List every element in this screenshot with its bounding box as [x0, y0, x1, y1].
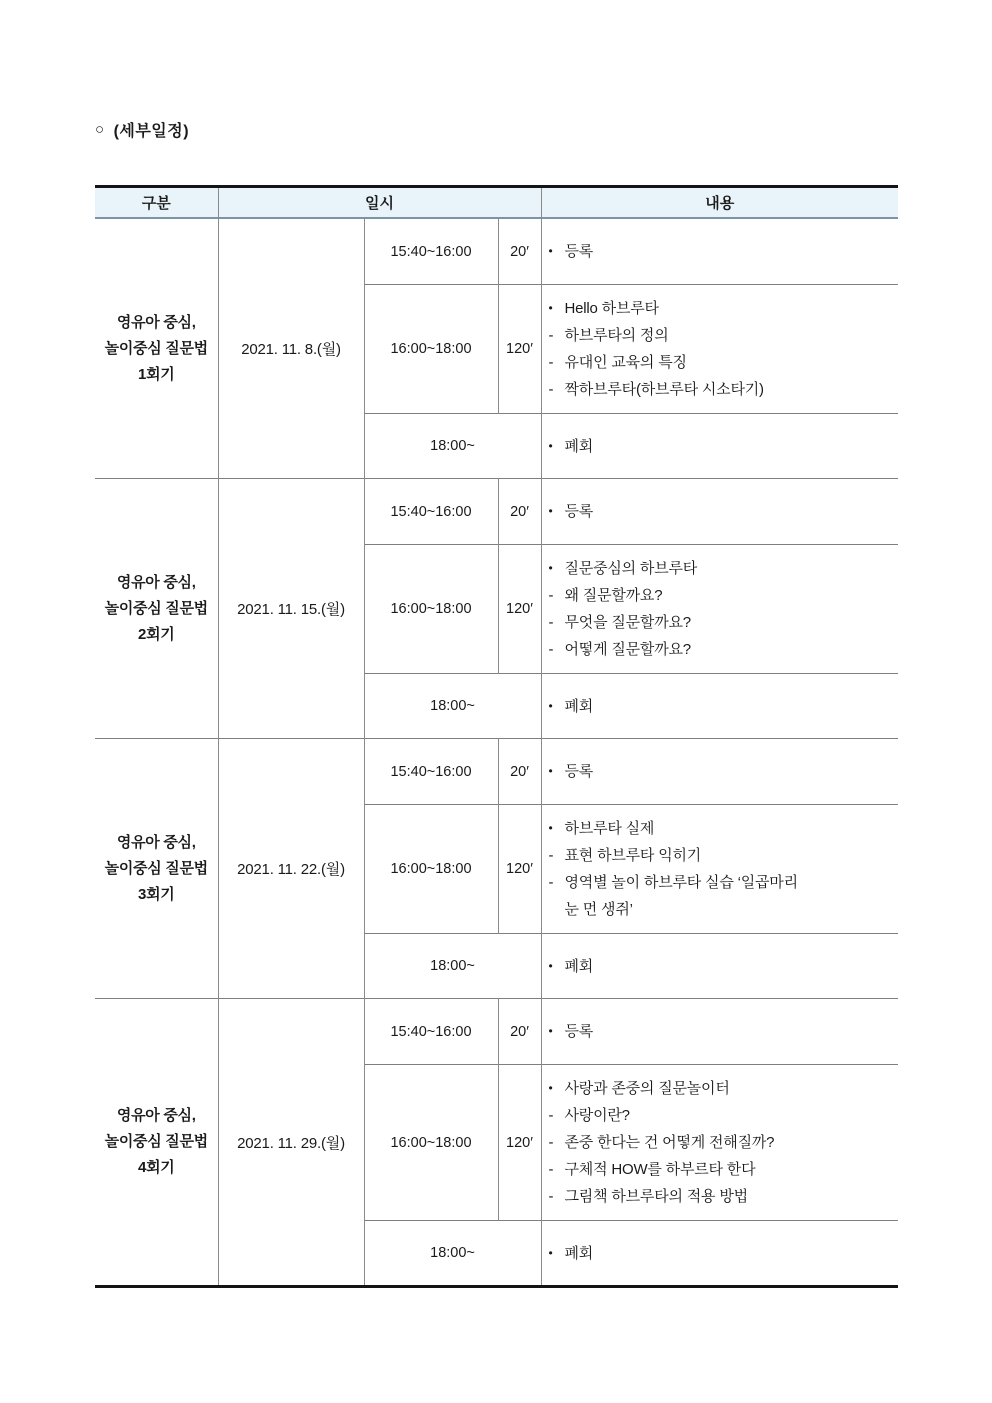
item-text: 눈 먼 생쥐’ [564, 901, 633, 918]
category-cell: 영유아 중심, 놀이중심 질문법 3회기 [95, 739, 218, 999]
bullet-dash-icon: - [548, 874, 554, 891]
time-cell-merged: 18:00~ [364, 414, 541, 479]
bullet-dash-icon: - [548, 381, 554, 398]
bullet-dot-icon: • [548, 1024, 553, 1038]
time-cell: 15:40~16:00 [364, 999, 498, 1065]
content-item [549, 498, 893, 525]
time-cell: 16:00~18:00 [364, 805, 498, 934]
content-cell [541, 218, 898, 285]
content-subitem [549, 322, 893, 349]
content-item [549, 1075, 893, 1102]
bullet-dot-icon: • [548, 958, 553, 973]
bullet-dash-icon: - [548, 1161, 554, 1178]
content-subitem [549, 1129, 893, 1156]
item-text: 무엇을 질문할까요? [564, 614, 691, 631]
bullet-dot-icon: • [548, 764, 553, 778]
item-text: 폐회 [564, 1244, 594, 1262]
item-text: 등록 [564, 1023, 594, 1040]
bullet-dash-icon: - [548, 847, 554, 864]
time-cell: 16:00~18:00 [364, 285, 498, 414]
content-cell [541, 1221, 898, 1287]
date-cell: 2021. 11. 8.(월) [218, 218, 364, 479]
session-block [95, 739, 898, 999]
bullet-dash-icon: - [548, 1188, 554, 1205]
category-cell: 영유아 중심, 놀이중심 질문법 1회기 [95, 218, 218, 479]
duration-cell: 20′ [498, 739, 541, 805]
item-text: 등록 [564, 243, 594, 260]
content-item [549, 1240, 893, 1267]
column-header-content: 내용 [541, 187, 898, 219]
item-text: 표현 하브루타 익히기 [564, 847, 702, 864]
duration-cell: 120′ [498, 805, 541, 934]
time-cell: 16:00~18:00 [364, 1065, 498, 1221]
duration-cell: 120′ [498, 285, 541, 414]
duration-cell: 20′ [498, 218, 541, 285]
bullet-dot-icon: • [548, 561, 553, 575]
session-block [95, 999, 898, 1287]
content-item [549, 295, 893, 322]
content-cell [541, 1065, 898, 1221]
page-title [95, 118, 992, 141]
item-text: 유대인 교육의 특징 [564, 354, 687, 371]
content-item [549, 815, 893, 842]
bullet-dot-icon: • [548, 1245, 553, 1260]
item-text: 질문중심의 하브루타 [564, 560, 698, 577]
schedule-row-registration [95, 218, 898, 285]
content-cell [541, 674, 898, 739]
column-header-datetime: 일시 [218, 187, 541, 219]
content-subitem [549, 349, 893, 376]
bullet-dot-icon: • [548, 698, 553, 713]
item-text: 하브루타 실제 [564, 820, 655, 837]
content-subitem [549, 636, 893, 663]
content-item [549, 238, 893, 265]
content-cell [541, 479, 898, 545]
item-text: 폐회 [564, 437, 594, 455]
time-cell: 15:40~16:00 [364, 218, 498, 285]
item-text: 폐회 [564, 957, 594, 975]
session-block [95, 218, 898, 479]
item-text: 그림책 하브루타의 적용 방법 [564, 1188, 748, 1205]
date-cell: 2021. 11. 15.(월) [218, 479, 364, 739]
schedule-row-registration [95, 479, 898, 545]
duration-cell: 120′ [498, 1065, 541, 1221]
item-text: 구체적 HOW를 하부르타 한다 [564, 1161, 756, 1178]
content-cell [541, 934, 898, 999]
item-text: 등록 [564, 503, 594, 520]
category-cell: 영유아 중심, 놀이중심 질문법 4회기 [95, 999, 218, 1287]
time-cell-merged: 18:00~ [364, 674, 541, 739]
time-cell: 16:00~18:00 [364, 545, 498, 674]
content-subitem [549, 582, 893, 609]
item-text: 어떻게 질문할까요? [564, 641, 691, 658]
duration-cell: 20′ [498, 479, 541, 545]
content-subitem [549, 1156, 893, 1183]
content-subitem [549, 1183, 893, 1210]
content-cell [541, 999, 898, 1065]
column-header-category: 구분 [95, 187, 218, 219]
content-cell [541, 414, 898, 479]
schedule-table [95, 185, 898, 1288]
item-text: 영역별 놀이 하브루타 실습 ‘일곱마리 [564, 874, 798, 891]
content-subitem [549, 842, 893, 869]
content-cell [541, 545, 898, 674]
bullet-dash-icon: - [548, 1134, 554, 1151]
bullet-dash-icon: - [548, 327, 554, 344]
content-item [549, 433, 893, 460]
item-text: 왜 질문할까요? [564, 587, 663, 604]
content-subitem [549, 609, 893, 636]
session-block [95, 479, 898, 739]
bullet-dash-icon: - [548, 641, 554, 658]
date-cell: 2021. 11. 22.(월) [218, 739, 364, 999]
bullet-dot-icon: • [548, 244, 553, 258]
time-cell: 15:40~16:00 [364, 739, 498, 805]
content-subitem [549, 869, 893, 896]
bullet-dot-icon: • [548, 1081, 553, 1095]
content-item [549, 953, 893, 980]
bullet-dash-icon: - [548, 1107, 554, 1124]
bullet-dash-icon: - [548, 587, 554, 604]
schedule-row-registration [95, 999, 898, 1065]
content-item [549, 555, 893, 582]
time-cell-merged: 18:00~ [364, 1221, 541, 1287]
bullet-dot-icon: • [548, 821, 553, 835]
item-text: 사랑이란? [564, 1107, 630, 1124]
bullet-dash-icon [549, 896, 565, 923]
bullet-dash-icon: - [548, 354, 554, 371]
content-subitem [549, 1102, 893, 1129]
category-cell: 영유아 중심, 놀이중심 질문법 2회기 [95, 479, 218, 739]
content-continuation [549, 896, 893, 923]
date-cell: 2021. 11. 29.(월) [218, 999, 364, 1287]
bullet-dot-icon: • [548, 301, 553, 315]
content-cell [541, 739, 898, 805]
content-cell [541, 285, 898, 414]
time-cell: 15:40~16:00 [364, 479, 498, 545]
item-text: 하브루타의 정의 [564, 327, 669, 344]
item-text: Hello 하브루타 [564, 300, 659, 317]
item-text: 짝하브루타(하브루타 시소타기) [564, 381, 764, 398]
schedule-row-registration [95, 739, 898, 805]
content-item [549, 693, 893, 720]
content-item [549, 1018, 893, 1045]
content-item [549, 758, 893, 785]
duration-cell: 120′ [498, 545, 541, 674]
page-title-text: (세부일정) [113, 123, 190, 140]
time-cell-merged: 18:00~ [364, 934, 541, 999]
circle-bullet-icon: ○ [95, 121, 105, 138]
item-text: 폐회 [564, 697, 594, 715]
item-text: 사랑과 존중의 질문놀이터 [564, 1080, 730, 1097]
item-text: 존중 한다는 건 어떻게 전해질까? [564, 1134, 775, 1151]
content-cell [541, 805, 898, 934]
table-header [95, 187, 898, 219]
bullet-dot-icon: • [548, 438, 553, 453]
item-text: 등록 [564, 763, 594, 780]
bullet-dash-icon: - [548, 614, 554, 631]
bullet-dot-icon: • [548, 504, 553, 518]
duration-cell: 20′ [498, 999, 541, 1065]
content-subitem [549, 376, 893, 403]
